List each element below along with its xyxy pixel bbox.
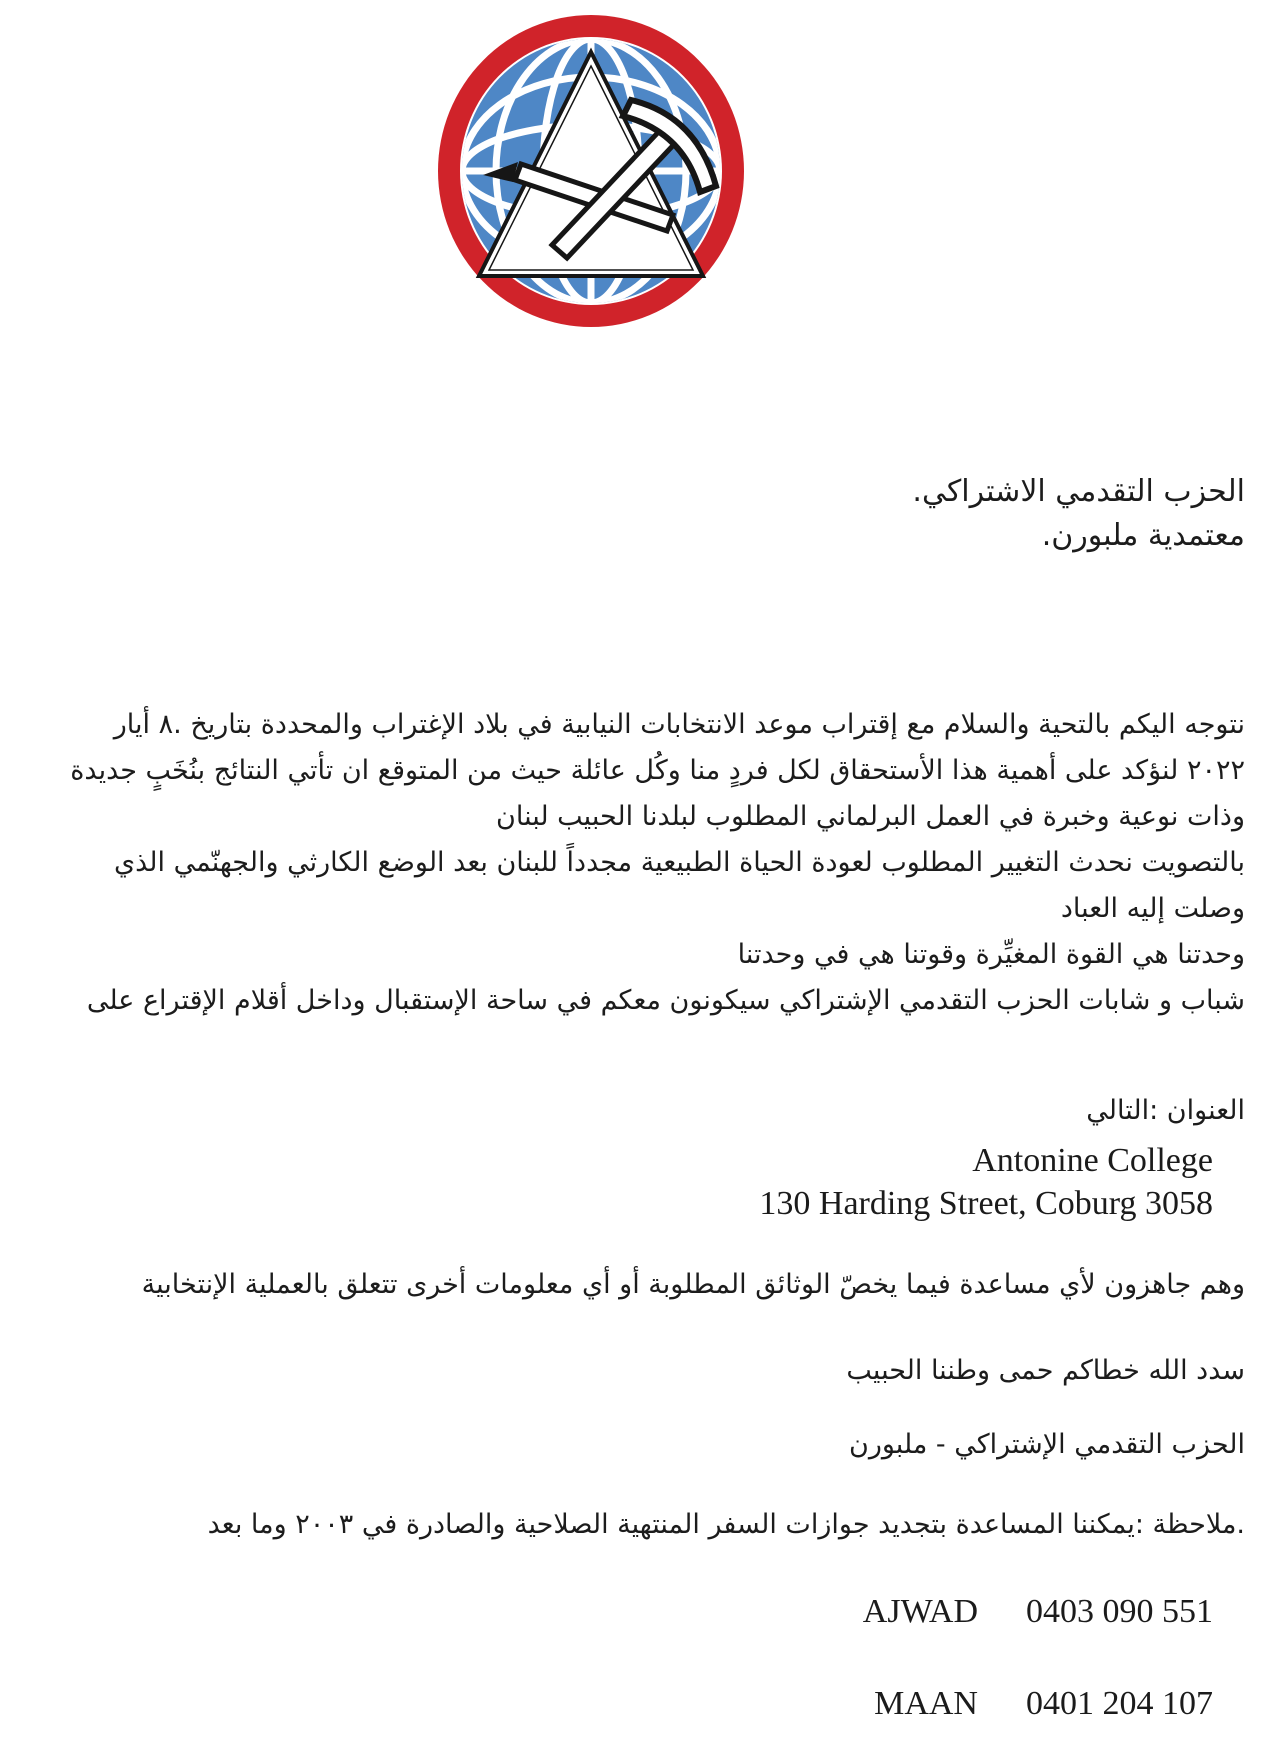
contact-name: MAAN bbox=[874, 1685, 978, 1722]
paragraph-line: نتوجه اليكم بالتحية والسلام مع إقتراب موعد الانتخابات النيابية في بلاد الإغتراب والمحددة بتاريخ .٨ أيار bbox=[113, 709, 1245, 740]
passport-note-line: .ملاحظة :يمكننا المساعدة بتجديد جوازات السفر المنتهية الصلاحية والصادرة في ٢٠٠٣ وما بعد bbox=[207, 1509, 1245, 1540]
paragraph-line: شباب و شابات الحزب التقدمي الإشتراكي سيكونون معكم في ساحة الإستقبال وداخل أقلام الإقتراع على bbox=[86, 985, 1245, 1016]
paragraph-line: بالتصويت نحدث التغيير المطلوب لعودة الحياة الطبيعية مجدداً للبنان بعد الوضع الكارثي والجهنّمي الذي bbox=[113, 847, 1245, 878]
address-heading: العنوان :التالي bbox=[1086, 1095, 1245, 1126]
commissariat-line: معتمدية ملبورن. bbox=[1041, 518, 1245, 553]
letterhead bbox=[912, 470, 1245, 558]
paragraph-line: وحدتنا هي القوة المغيِّرة وقوتنا هي في وحدتنا bbox=[737, 939, 1245, 970]
contact-ajwad bbox=[863, 1592, 1213, 1632]
psp-emblem-icon bbox=[435, 12, 747, 330]
party-city-line: الحزب التقدمي الإشتراكي - ملبورن bbox=[848, 1429, 1245, 1460]
college-name: Antonine College bbox=[972, 1142, 1213, 1179]
paragraph-line: ٢٠٢٢ لنؤكد على أهمية هذا الأستحقاق لكل فردٍ منا وكُل عائلة حيث من المتوقع ان تأتي النتائج بنُخَبٍ جديدة bbox=[70, 755, 1245, 786]
blessing-line: سدد الله خطاكم حمى وطننا الحبيب bbox=[846, 1355, 1245, 1386]
contact-phone: 0403 090 551 bbox=[1026, 1593, 1213, 1630]
contact-name: AJWAD bbox=[862, 1593, 978, 1630]
psp-logo bbox=[435, 12, 747, 330]
street-address: 130 Harding Street, Coburg 3058 bbox=[759, 1185, 1213, 1222]
party-name-line: الحزب التقدمي الاشتراكي. bbox=[912, 474, 1245, 509]
contact-maan bbox=[874, 1684, 1213, 1724]
contact-phone: 0401 204 107 bbox=[1026, 1685, 1213, 1722]
letter-body bbox=[70, 702, 1245, 1024]
paragraph-line: وذات نوعية وخبرة في العمل البرلماني المطلوب لبلدنا الحبيب لبنان bbox=[496, 801, 1245, 832]
paragraph-line: وصلت إليه العباد bbox=[1060, 893, 1245, 924]
assistance-line: وهم جاهزون لأي مساعدة فيما يخصّ الوثائق المطلوبة أو أي معلومات أخرى تتعلق بالعملية الإنتخابية bbox=[141, 1269, 1245, 1300]
